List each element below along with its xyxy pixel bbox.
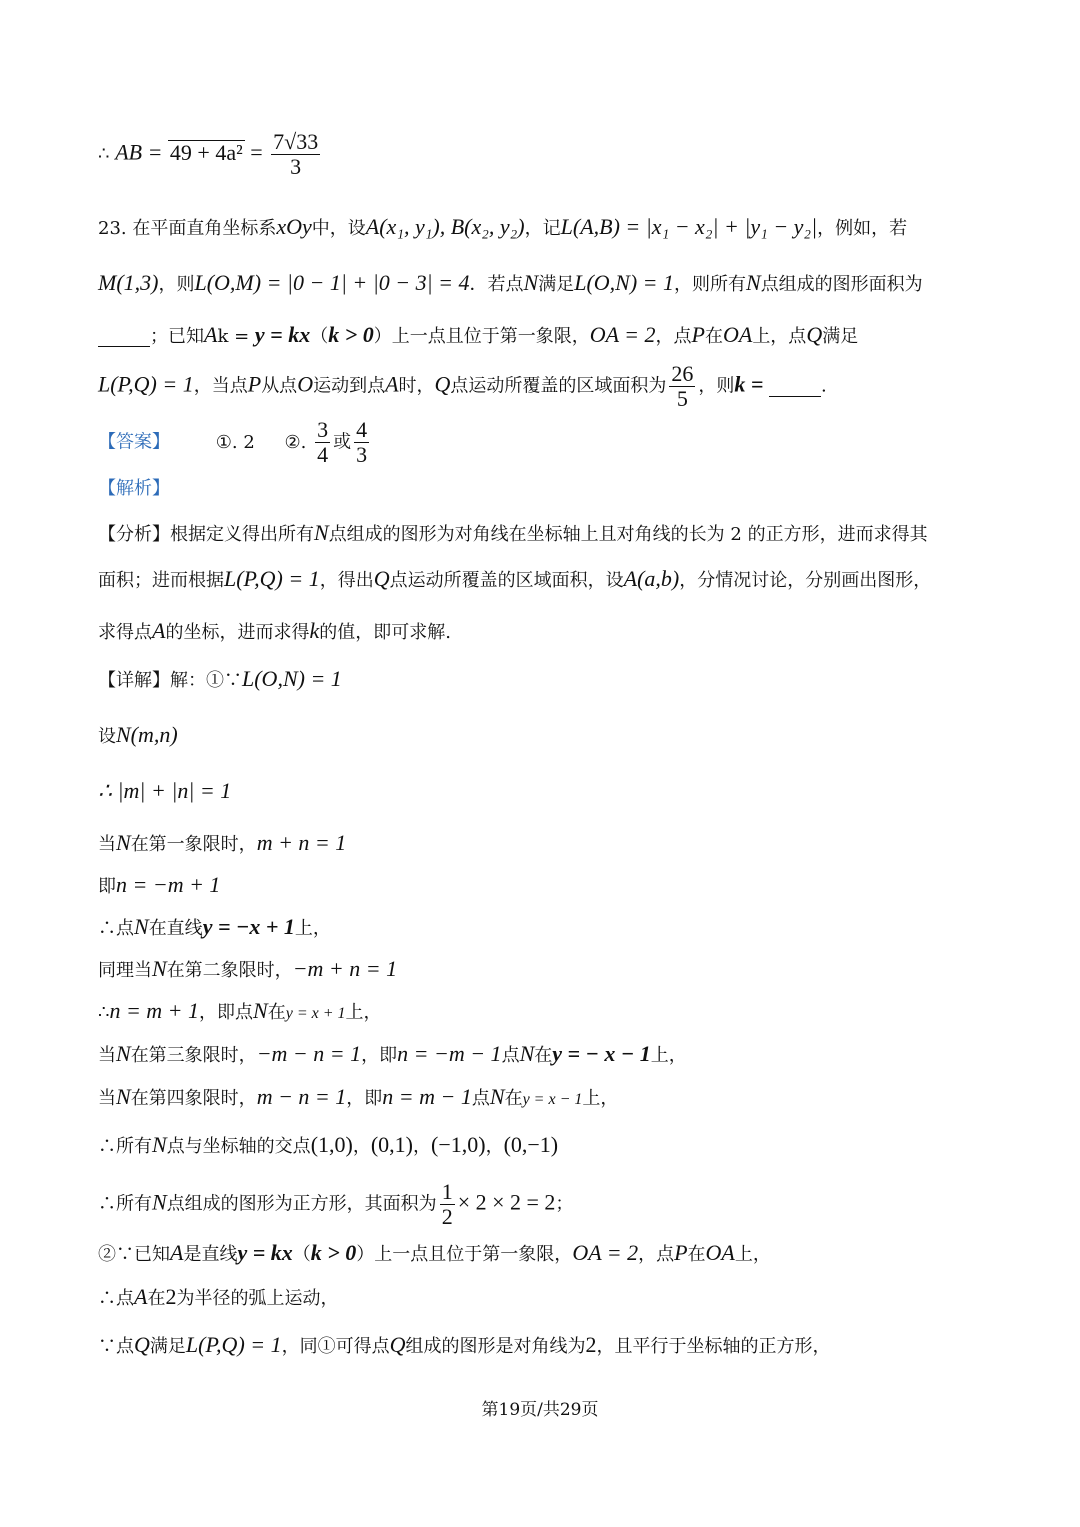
math: A(a,b) [623, 566, 680, 591]
fraction-den: 2 [441, 1204, 453, 1230]
math: OA [722, 322, 753, 347]
text: 当 [98, 1088, 116, 1109]
text: ，则 [698, 375, 735, 397]
text: 在 [504, 1088, 523, 1109]
text: 的坐标，进而求得 [165, 622, 310, 643]
text: 的值，即可求解. [319, 622, 451, 643]
question-23-line-4 [98, 362, 827, 411]
solution-line-12 [98, 1180, 573, 1229]
math: Q [434, 371, 451, 397]
solution-line-1 [98, 668, 342, 690]
math: L(O,M) = |0 − 1| + |0 − 3| = 4 [194, 270, 470, 295]
text: （ [292, 1244, 311, 1265]
text: ，即 [361, 1045, 398, 1066]
math: × 2 × 2 = 2 [457, 1189, 556, 1215]
fraction-26-5 [669, 362, 695, 411]
math: N [519, 1041, 535, 1066]
question-23-line-3 [98, 324, 858, 347]
answer-blank-2 [769, 378, 821, 397]
solution-line-10 [98, 1086, 618, 1108]
text: 在 [687, 1244, 706, 1265]
text: ，例如，若 [817, 218, 908, 239]
solution-line-4 [98, 832, 346, 854]
question-23-line-2 [98, 272, 923, 294]
math: −m + n = 1 [292, 956, 398, 981]
text: 在 [704, 326, 723, 347]
math: A [385, 371, 399, 397]
text: ．若点 [469, 274, 524, 295]
solution-line-6 [98, 916, 331, 938]
fraction-den: 3 [356, 442, 368, 468]
fraction-half [440, 1180, 455, 1229]
solution-line-2 [98, 724, 178, 746]
math: N [523, 270, 539, 295]
text: ； [555, 1193, 574, 1215]
math: N(m,n) [116, 722, 178, 747]
math: Q [373, 566, 390, 591]
answer-tag: 【答案】 [98, 431, 170, 453]
text: . [820, 375, 827, 397]
text: 点组成的图形面积为 [760, 274, 923, 295]
solution-line-9 [98, 1043, 687, 1065]
text: ，则所有 [674, 274, 746, 295]
math: N [152, 956, 167, 981]
math: P [247, 371, 262, 397]
math: y = − x − 1 [552, 1041, 651, 1066]
math: A(x₁, y₁), B(x₂, y₂) [365, 214, 525, 239]
fraction-den: 3 [290, 154, 302, 180]
text: ∴点 [98, 1288, 134, 1309]
solution-line-5 [98, 874, 220, 896]
math: P [691, 322, 705, 347]
text: 组成的图形是对角线为 [405, 1336, 586, 1357]
math: O [297, 371, 314, 397]
fraction-num: 7√33 [273, 129, 319, 154]
text: ∴ [98, 1002, 110, 1023]
text: ∴所有 [98, 1136, 152, 1157]
text: k = [217, 326, 255, 347]
solution-line-15 [98, 1334, 831, 1356]
math: 2 [165, 1284, 177, 1309]
text: 点运动所覆盖的区域面积，设 [389, 570, 624, 591]
math: OA = 2 [572, 1240, 639, 1265]
text: ）上一点且位于第一象限， [373, 326, 590, 347]
math: N [116, 1041, 131, 1066]
fraction-den: 4 [317, 442, 329, 468]
text: ，记 [524, 218, 561, 239]
math-ab: AB = [115, 139, 168, 165]
math: A [152, 618, 166, 643]
text: （ [310, 326, 329, 347]
text: ；已知 [150, 326, 204, 347]
analysis-line-2 [98, 568, 931, 590]
text: 在 [534, 1045, 553, 1066]
math-sqrt: 49 + 4a² [169, 139, 243, 165]
text: 或 [333, 431, 352, 453]
text: 当 [98, 1045, 116, 1066]
math: L(P,Q) = 1 [98, 371, 194, 397]
math: N [116, 1084, 131, 1109]
math: L(P,Q) = 1 [224, 566, 320, 591]
fraction-num: 3 [317, 417, 329, 442]
text: 上，点 [752, 326, 807, 347]
fraction-ab [271, 130, 320, 179]
text: ）上一点且位于第一象限， [356, 1244, 573, 1265]
text: ，当点 [193, 375, 248, 397]
math: y = kx [237, 1240, 293, 1265]
analysis-tag: 【解析】 [98, 478, 170, 499]
text: 在 [267, 1002, 286, 1023]
text: ，即 [346, 1088, 383, 1109]
answer-1: ①. 2 [215, 431, 255, 453]
text: 中，设 [311, 218, 366, 239]
math: 2 [585, 1332, 597, 1357]
math: N [134, 914, 149, 939]
text: 上， [345, 1002, 382, 1023]
text: ∵点 [98, 1336, 134, 1357]
analysis-line-1 [98, 522, 928, 544]
math-eq: = [244, 139, 269, 165]
text: 满足 [822, 326, 859, 347]
text: 点组成的图形为正方形，其面积为 [166, 1193, 437, 1215]
text: ，点 [638, 1244, 675, 1265]
text: 是直线 [183, 1244, 238, 1265]
math: Q [134, 1332, 150, 1357]
solution-line-11 [98, 1134, 558, 1156]
math: N [314, 520, 329, 545]
answer-2-label: ②. [284, 431, 307, 453]
text: ， [413, 1136, 431, 1157]
text: ，即点 [199, 1002, 254, 1023]
math: OA [705, 1240, 735, 1265]
math: (1,0) [310, 1132, 353, 1157]
math: (0,1) [370, 1132, 413, 1157]
text: ，点 [655, 326, 692, 347]
text: 求得点 [98, 622, 152, 643]
solution-line-14 [98, 1286, 338, 1308]
text: 在第二象限时， [166, 960, 293, 981]
text: ∴所有 [98, 1193, 152, 1215]
text: 在第三象限时， [130, 1045, 257, 1066]
question-23-line-1 [98, 216, 907, 238]
math: A [134, 1284, 148, 1309]
math: Q [389, 1332, 406, 1357]
math: ∴ |m| + |n| = 1 [98, 778, 232, 803]
text: 在第一象限时， [130, 834, 257, 855]
text: 面积；进而根据 [98, 570, 224, 591]
math: k [309, 618, 320, 643]
math: k = [734, 371, 769, 397]
math: y = x − 1 [522, 1091, 583, 1108]
text: ②∵已知 [98, 1244, 170, 1265]
math: A [170, 1240, 184, 1265]
text: ， [352, 1136, 371, 1157]
math: L(A,B) = |x₁ − x₂| + |y₁ − y₂| [560, 214, 818, 239]
text: 点 [501, 1045, 520, 1066]
math: n = −m − 1 [397, 1041, 502, 1066]
solution-line-7 [98, 958, 397, 980]
text: 上， [294, 918, 331, 939]
math: m − n = 1 [256, 1084, 347, 1109]
text: ， [485, 1136, 504, 1157]
math: n = m − 1 [382, 1084, 472, 1109]
text: 点 [471, 1088, 490, 1109]
text: ，同①可得点 [281, 1336, 390, 1357]
math: (−1,0) [431, 1132, 486, 1157]
math: L(P,Q) = 1 [185, 1332, 282, 1357]
text: 【详解】解：①∵ [98, 670, 242, 691]
text: 点组成的图形为对角线在坐标轴上且对角线的长为 2 的正方形，进而求得其 [328, 524, 928, 545]
text: 从点 [261, 375, 298, 397]
text: ，分情况讨论，分别画出图形， [679, 570, 932, 591]
text: 为半径的弧上运动， [176, 1288, 339, 1309]
text: 在 [147, 1288, 166, 1309]
math: y = x + 1 [285, 1005, 346, 1022]
text: 上， [734, 1244, 771, 1265]
math: k > 0 [328, 322, 374, 347]
fraction-num: 26 [671, 361, 694, 386]
fraction-num: 4 [356, 417, 368, 442]
text: 点运动所覆盖的区域面积为 [450, 375, 667, 397]
math: N [116, 830, 131, 855]
math: xOy [276, 214, 312, 239]
text: ∴点 [98, 918, 134, 939]
answer-line [98, 418, 372, 467]
math: m + n = 1 [256, 830, 347, 855]
page-footer: 第19页/共29页 [481, 1400, 599, 1420]
math: k > 0 [310, 1240, 357, 1265]
therefore-symbol: ∴ [98, 143, 116, 165]
text: 即 [98, 876, 116, 897]
math: −m − n = 1 [256, 1041, 362, 1066]
text: 满足 [538, 274, 575, 295]
math: L(O,N) = 1 [242, 666, 342, 691]
math: N [152, 1189, 167, 1215]
line-ab [98, 130, 323, 179]
text: 点与坐标轴的交点 [166, 1136, 311, 1157]
math: (0,−1) [503, 1132, 559, 1157]
answer-fraction-2 [354, 418, 369, 467]
math: N [152, 1132, 167, 1157]
math: n = −m + 1 [116, 872, 221, 897]
fraction-num: 1 [441, 1179, 453, 1204]
math: OA = 2 [589, 322, 656, 347]
math: N [489, 1084, 505, 1109]
math: n = m + 1 [109, 998, 200, 1023]
text: 【分析】根据定义得出所有 [98, 524, 314, 545]
text: ，且平行于坐标轴的正方形， [596, 1336, 831, 1357]
math: N [746, 270, 761, 295]
math: M(1,3) [98, 270, 159, 295]
analysis-line-3 [98, 620, 451, 642]
text: 在直线 [148, 918, 203, 939]
math: N [253, 998, 268, 1023]
solution-line-8 [98, 1000, 382, 1022]
text: 上， [582, 1088, 619, 1109]
solution-line-13 [98, 1242, 771, 1264]
text: 当 [98, 834, 116, 855]
math: y = kx [254, 322, 311, 347]
text: ，得出 [319, 570, 374, 591]
text: 设 [98, 726, 116, 747]
math: L(O,N) = 1 [574, 270, 674, 295]
text: 在平面直角坐标系 [132, 218, 277, 239]
math: Q [806, 322, 823, 347]
answer-blank-1 [98, 328, 150, 347]
math: P [674, 1240, 688, 1265]
answer-fraction-1 [315, 418, 330, 467]
text: 运动到点 [313, 375, 386, 397]
question-number: 23. [98, 218, 127, 239]
text: 在第四象限时， [130, 1088, 257, 1109]
solution-line-3 [98, 780, 231, 802]
text: 上， [650, 1045, 687, 1066]
math: y = −x + 1 [202, 914, 295, 939]
text: 满足 [149, 1336, 186, 1357]
math: A [204, 322, 218, 347]
text: 同理当 [98, 960, 152, 981]
fraction-den: 5 [676, 386, 688, 412]
text: 时， [398, 375, 435, 397]
text: ，则 [158, 274, 195, 295]
